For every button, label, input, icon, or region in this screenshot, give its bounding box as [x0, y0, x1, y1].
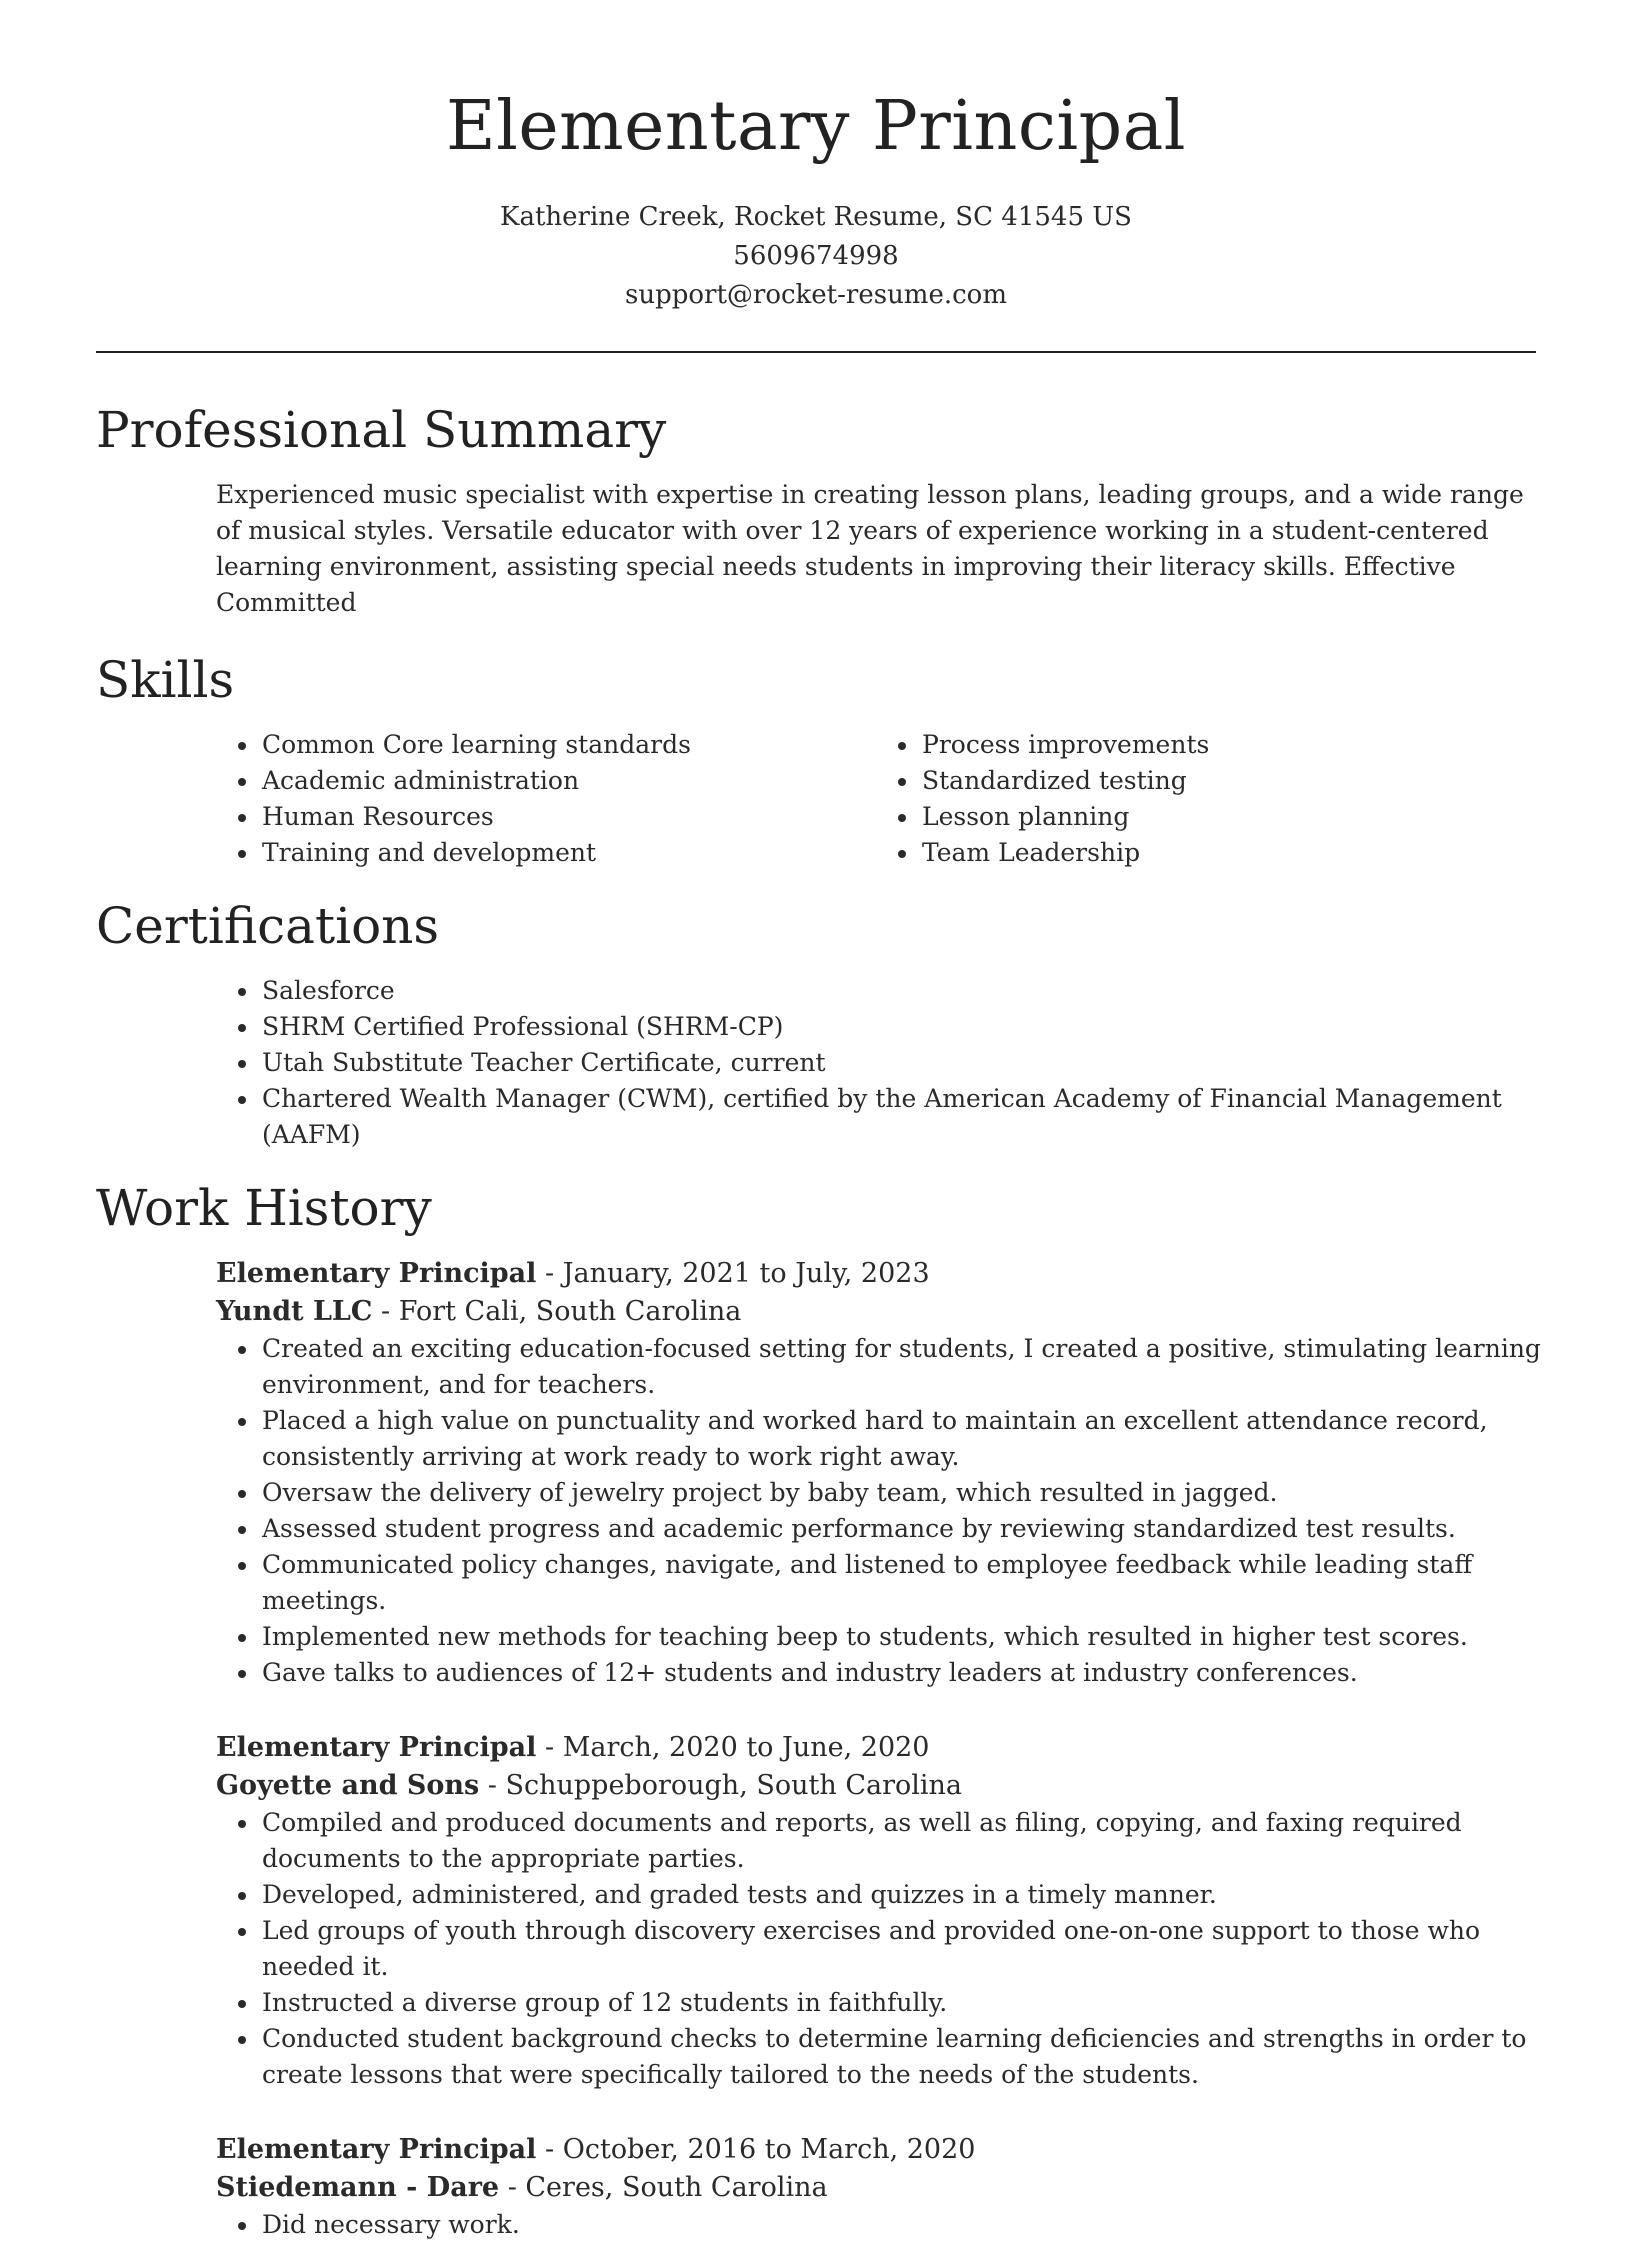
resume-header [96, 0, 1536, 315]
job-bullet: • Instructed a diverse group of 12 students in faithfully. [260, 1985, 1580, 2021]
job-bullets [216, 2207, 1580, 2243]
summary-text: Experienced music specialist with expertise in creating lesson plans, leading groups, and a wide range of musical styles. Versatile educator with over 12 years of experience working in a student-centered learning environment, assisting special needs students in improving their literacy skills. Effective Committed [216, 480, 1524, 617]
job-entry [216, 1729, 1536, 2093]
certification-item: • Utah Substitute Teacher Certificate, current [260, 1045, 1536, 1081]
skill-item: • Process improvements [920, 727, 1536, 763]
job-title: Elementary Principal [216, 1732, 537, 1763]
contact-email: support@rocket-resume.com [624, 280, 1007, 310]
skills-heading: Skills [96, 651, 235, 709]
skills-column-left [216, 727, 876, 871]
job-title-line [216, 2131, 1536, 2169]
job-company: Stiedemann - Dare [216, 2172, 500, 2203]
skill-item: • Human Resources [260, 799, 876, 835]
certifications-list [216, 973, 1536, 1153]
job-location: - Fort Cali, South Carolina [372, 1296, 742, 1327]
job-bullets [216, 1805, 1580, 2093]
job-bullet: • Assessed student progress and academic performance by reviewing standardized test results. [260, 1511, 1580, 1547]
resume-page [96, 0, 1541, 2243]
job-bullet: • Compiled and produced documents and reports, as well as filing, copying, and faxing required documents to the appropriate parties. [260, 1805, 1580, 1877]
skill-item: • Training and development [260, 835, 876, 871]
skills-columns [216, 727, 1536, 871]
work-history-heading: Work History [96, 1179, 432, 1237]
job-entry [216, 1255, 1541, 1691]
job-bullet: • Communicated policy changes, navigate, and listened to employee feedback while leading staff meetings. [260, 1547, 1580, 1619]
job-company: Goyette and Sons [216, 1770, 480, 1801]
job-title: Elementary Principal [216, 2134, 537, 2165]
skill-item: • Standardized testing [920, 763, 1536, 799]
contact-address: Katherine Creek, Rocket Resume, SC 41545 US [500, 202, 1132, 232]
skill-item: • Academic administration [260, 763, 876, 799]
job-entry [216, 2131, 1536, 2243]
job-dates: - January, 2021 to July, 2023 [536, 1258, 930, 1289]
certification-item: • Chartered Wealth Manager (CWM), certified by the American Academy of Financial Management (AAFM) [260, 1081, 1536, 1153]
certification-item: • Salesforce [260, 973, 1536, 1009]
job-bullet: • Did necessary work. [260, 2207, 1580, 2243]
job-bullet: • Conducted student background checks to determine learning deficiencies and strengths in order to create lessons that were specifically tailored to the needs of the students. [260, 2021, 1580, 2093]
skill-item: • Team Leadership [920, 835, 1536, 871]
job-dates: - March, 2020 to June, 2020 [536, 1732, 930, 1763]
job-title-line [216, 1729, 1536, 1767]
job-company: Yundt LLC [216, 1296, 373, 1327]
certifications-list-wrap [216, 973, 1536, 1153]
header-divider [96, 351, 1536, 353]
certifications-heading: Certifications [96, 897, 440, 955]
candidate-name: Elementary Principal [445, 87, 1186, 166]
job-location: - Ceres, South Carolina [499, 2172, 828, 2203]
certification-item: • SHRM Certified Professional (SHRM-CP) [260, 1009, 1536, 1045]
job-bullets [216, 1331, 1580, 1691]
skill-item: • Common Core learning standards [260, 727, 876, 763]
job-company-line [216, 1767, 1536, 1805]
job-title: Elementary Principal [216, 1258, 537, 1289]
skill-item: • Lesson planning [920, 799, 1536, 835]
job-location: - Schuppeborough, South Carolina [479, 1770, 962, 1801]
contact-phone: 5609674998 [733, 241, 899, 271]
job-company-line [216, 2169, 1536, 2207]
job-bullet: • Placed a high value on punctuality and worked hard to maintain an excellent attendance record, consistently arriving at work ready to work right away. [260, 1403, 1580, 1475]
job-company-line [216, 1293, 1536, 1331]
job-bullet: • Gave talks to audiences of 12+ students and industry leaders at industry conferences. [260, 1655, 1580, 1691]
job-bullet: • Led groups of youth through discovery exercises and provided one-on-one support to those who needed it. [260, 1913, 1580, 1985]
job-bullet: • Created an exciting education-focused setting for students, I created a positive, stimulating learning environment, and for teachers. [260, 1331, 1580, 1403]
job-title-line [216, 1255, 1536, 1293]
job-bullet: • Implemented new methods for teaching beep to students, which resulted in higher test scores. [260, 1619, 1580, 1655]
summary-heading: Professional Summary [96, 401, 667, 459]
skills-column-right [876, 727, 1536, 871]
job-bullet: • Developed, administered, and graded tests and quizzes in a timely manner. [260, 1877, 1580, 1913]
job-dates: - October, 2016 to March, 2020 [536, 2134, 976, 2165]
job-bullet: • Oversaw the delivery of jewelry project by baby team, which resulted in jagged. [260, 1475, 1580, 1511]
